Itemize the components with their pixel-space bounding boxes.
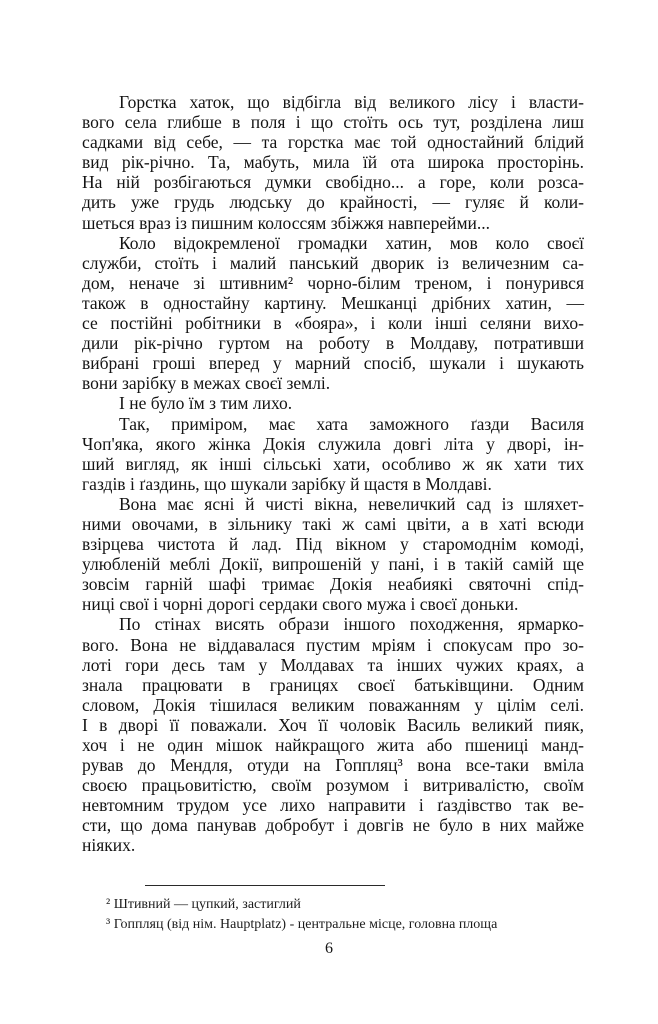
paragraph bbox=[82, 233, 584, 394]
text-line: також в одностайну картину. Мешканці дрібних хатин, — bbox=[82, 292, 584, 313]
text-line: І не було їм з тим лихо. bbox=[119, 393, 293, 414]
paragraph bbox=[82, 614, 584, 855]
text-line: вого. Вона не віддавалася пустим мріям і спокусам про зо- bbox=[82, 634, 584, 655]
footnote-2: ² Штивний — цупкий, застиглий bbox=[106, 897, 301, 912]
text-line: газдів і ґаздинь, що шукали зарібку й щастя в Молдаві. bbox=[82, 473, 492, 494]
text-line: лоті гори десь там у Молдавах та інших чужих краях, а bbox=[82, 654, 584, 675]
text-line: невтомним трудом усе лихо направити і ґаздівство так ве- bbox=[82, 795, 584, 816]
footnotes bbox=[106, 895, 584, 935]
text-line: І в дворі її поважали. Хоч її чоловік Василь великий пияк, bbox=[82, 714, 584, 735]
text-line: ними овочами, в зільнику такі ж самі цвіти, а в хаті всюди bbox=[82, 513, 584, 534]
text-line: По стінах висять образи іншого походження, ярмарко- bbox=[119, 614, 584, 635]
text-line: садками від себе, — та горстка має той одностайний блідий bbox=[82, 132, 584, 153]
text-block bbox=[82, 92, 584, 856]
text-line: своєю працьовитістю, своїм розумом і витривалістю, своїм bbox=[82, 775, 584, 796]
text-line: словом, Докія тішилася великим поважанням у цілім селі. bbox=[82, 694, 584, 715]
text-line: Горстка хаток, що відбігла від великого лісу і власти- bbox=[119, 92, 584, 112]
text-line: Так, приміром, має хата заможного ґазди Василя bbox=[119, 413, 584, 434]
text-line: зовсім гарній шафі тримає Докія неабиякі святочні спід- bbox=[82, 574, 584, 595]
text-line: ший вигляд, як інші сільські хати, особливо ж як хати тих bbox=[82, 453, 584, 474]
footnote-separator-rule bbox=[145, 885, 385, 886]
text-line: Вона має ясні й чисті вікна, невеличкий сад із шляхет- bbox=[119, 493, 584, 514]
text-line: ниці свої і чорні дорогі сердаки свого мужа і своєї доньки. bbox=[82, 594, 519, 615]
text-line: вибрані гроші вперед у марний спосіб, шукали і шукають bbox=[82, 353, 584, 374]
text-line: сти, що дома панував добробут і довгів не було в них майже bbox=[82, 815, 584, 836]
text-line: хоч і не один мішок найкращого жита або пшениці манд- bbox=[82, 735, 584, 755]
text-line: Чоп'яка, якого жінка Докія служила довгі літа у дворі, ін- bbox=[82, 433, 584, 454]
text-line: вого села глибше в поля і що стоїть ось тут, розділена лиш bbox=[82, 112, 584, 133]
text-line: улюбленій меблі Докії, випрошеній у пані, і в такій самій ще bbox=[82, 554, 584, 575]
text-line: вид рік-річно. Та, мабуть, мила їй ота широка просторінь. bbox=[82, 152, 584, 173]
paragraph bbox=[82, 393, 584, 413]
page-number: 6 bbox=[325, 940, 333, 957]
text-line: служби, стоїть і малий панський дворик із величезним са- bbox=[82, 252, 584, 273]
text-line: Коло відокремленої громадки хатин, мов коло своєї bbox=[119, 232, 584, 253]
text-line: вони зарібку в межах своєї землі. bbox=[82, 373, 331, 394]
text-line: знала працювати в границях своєї батьківщини. Одним bbox=[82, 674, 584, 695]
text-line: ніяких. bbox=[82, 835, 136, 856]
text-line: шеться враз із пишним колоссям збіжжя навперейми... bbox=[82, 212, 491, 233]
text-line: дили рік-річно гуртом на роботу в Молдаву, потративши bbox=[82, 333, 584, 354]
paragraph bbox=[82, 414, 584, 494]
text-line: дом, неначе зі штивним² чорно-білим треном, і понурився bbox=[82, 272, 584, 293]
footnote-3: ³ Гоппляц (від нім. Hauptplatz) - центральне місце, головна площа bbox=[106, 917, 498, 932]
text-line: дить уже грудь людську до крайності, — гуляє й коли- bbox=[82, 192, 584, 213]
text-line: взірцева чистота й лад. Під вікном у старомоднім комоді, bbox=[82, 534, 584, 555]
paragraph bbox=[82, 92, 584, 233]
text-line: На ній розбігаються думки свобідно... а горе, коли розса- bbox=[82, 172, 584, 193]
paragraph bbox=[82, 494, 584, 615]
text-line: се постійні робітники в «бояра», і коли інші селяни вихо- bbox=[82, 313, 584, 334]
text-line: рував до Мендля, отуди на Гоппляц³ вона все-таки вміла bbox=[82, 755, 584, 776]
